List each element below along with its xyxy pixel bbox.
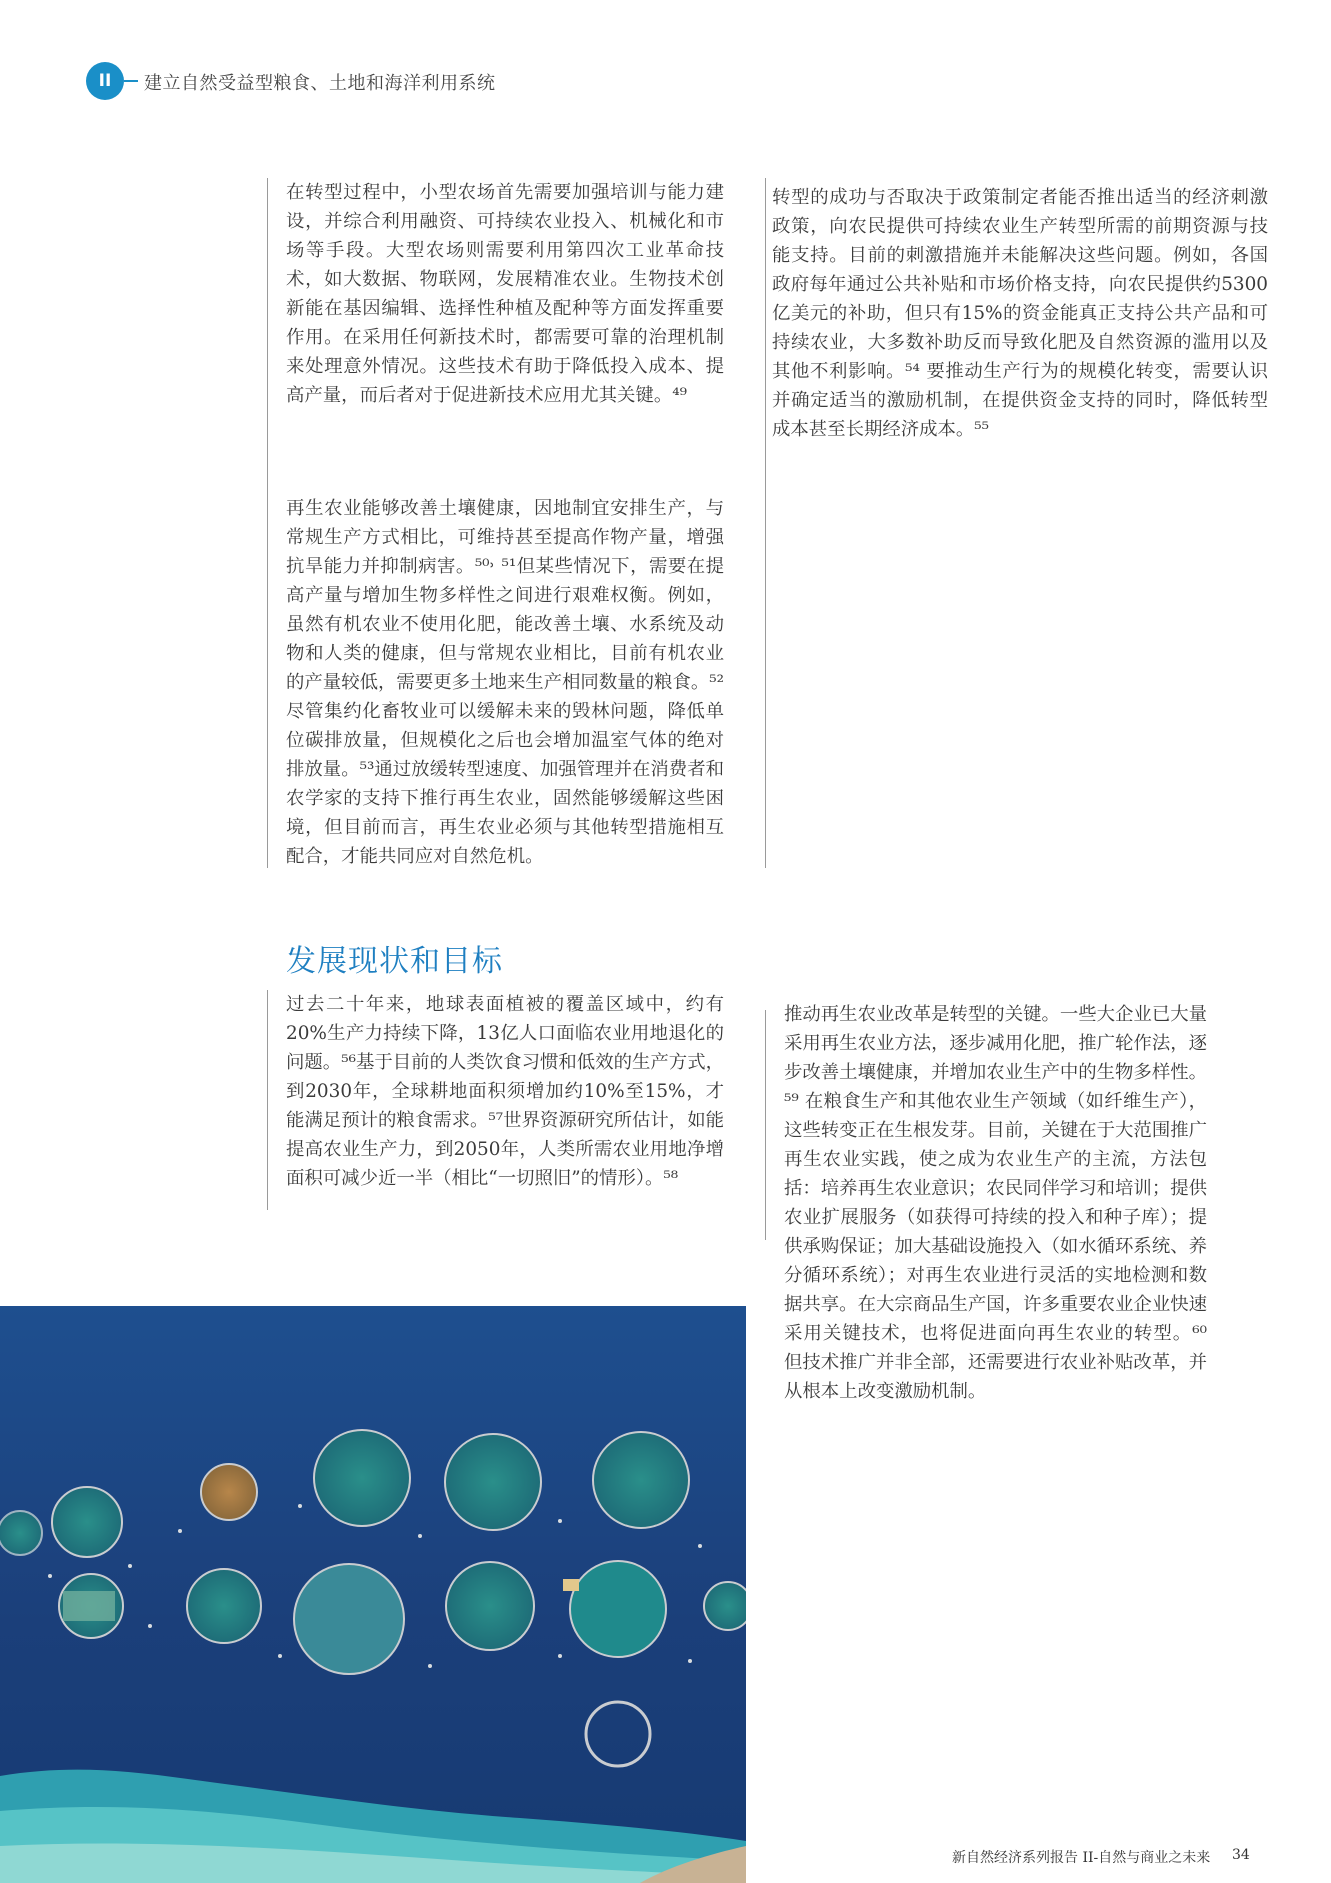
right-paragraph-1: 转型的成功与否取决于政策制定者能否推出适当的经济刺激政策，向农民提供可持续农业生产转型所需的前期资源与技能支持。目前的刺激措施并未能解决这些问题。例如，各国政府每年通过公共补贴和市场价格支持，向农民提供约5300亿美元的补助，但只有15%的资金能真正支持公共产品和可持续农业，大多数补助反而导致化肥及自然资源的滥用以及其他不利影响。⁵⁴ 要推动生产行为的规模化转变，需要认识并确定适当的激励机制，在提供资金支持的同时，降低转型成本甚至长期经济成本。⁵⁵ — [772, 187, 1268, 440]
column-rule-left-1 — [267, 178, 268, 868]
section-heading: 发展现状和目标 — [286, 944, 503, 979]
aquaculture-aerial-photo — [0, 1306, 746, 1883]
column-rule-middle-1 — [765, 178, 766, 868]
right-paragraph-2: 推动再生农业改革是转型的关键。一些大企业已大量采用再生农业方法，逐步减用化肥，推广轮作法，逐步改善土壤健康，并增加农业生产中的生物多样性。⁵⁹ 在粮食生产和其他农业生产领域（如纤维生产），这些转变正在生根发芽。目前，关键在于大范围推广再生农业实践，使之成为农业生产的主流，方法包括：培养再生农业意识；农民同伴学习和培训；提供农业扩展服务（如获得可持续的投入和种子库）；提供承购保证；加大基础设施投入（如水循环系统、养分循环系统）；对再生农业进行灵活的实地检测和数据共享。在大宗商品生产国，许多重要农业企业快速采用关键技术，也将促进面向再生农业的转型。⁶⁰ 但技术推广并非全部，还需要进行农业补贴改革，并从根本上改变激励机制。 — [784, 1004, 1207, 1402]
left-paragraph-1: 在转型过程中，小型农场首先需要加强培训与能力建设，并综合利用融资、可持续农业投入、机械化和市场等手段。大型农场则需要利用第四次工业革命技术，如大数据、物联网，发展精准农业。生物技术创新能在基因编辑、选择性种植及配种等方面发挥重要作用。在采用任何新技术时，都需要可靠的治理机制来处理意外情况。这些技术有助于降低投入成本、提高产量，而后者对于促进新技术应用尤其关键。⁴⁹ — [286, 182, 724, 406]
chapter-badge: II — [86, 62, 124, 100]
column-rule-left-2 — [267, 990, 268, 1210]
header-divider — [124, 80, 138, 82]
footer-report-title: 新自然经济系列报告 II-自然与商业之未来 — [952, 1850, 1211, 1866]
chapter-title: 建立自然受益型粮食、土地和海洋利用系统 — [144, 73, 496, 94]
column-rule-middle-2 — [765, 1010, 766, 1240]
page-number: 34 — [1232, 1847, 1250, 1863]
left-paragraph-3: 过去二十年来，地球表面植被的覆盖区域中，约有20%生产力持续下降，13亿人口面临农业用地退化的问题。⁵⁶基于目前的人类饮食习惯和低效的生产方式，到2030年，全球耕地面积须增加约10%至15%，才能满足预计的粮食需求。⁵⁷世界资源研究所估计，如能提高农业生产力，到2050年，人类所需农业用地净增面积可减少近一半（相比“一切照旧”的情形）。⁵⁸ — [286, 994, 724, 1189]
left-paragraph-2: 再生农业能够改善土壤健康，因地制宜安排生产，与常规生产方式相比，可维持甚至提高作物产量，增强抗旱能力并抑制病害。⁵⁰˒ ⁵¹但某些情况下，需要在提高产量与增加生物多样性之间进行艰难权衡。例如，虽然有机农业不使用化肥，能改善土壤、水系统及动物和人类的健康，但与常规农业相比，目前有机农业的产量较低，需要更多土地来生产相同数量的粮食。⁵²尽管集约化畜牧业可以缓解未来的毁林问题，降低单位碳排放量，但规模化之后也会增加温室气体的绝对排放量。⁵³通过放缓转型速度、加强管理并在消费者和农学家的支持下推行再生农业，固然能够缓解这些困境，但目前而言，再生农业必须与其他转型措施相互配合，才能共同应对自然危机。 — [286, 498, 724, 867]
